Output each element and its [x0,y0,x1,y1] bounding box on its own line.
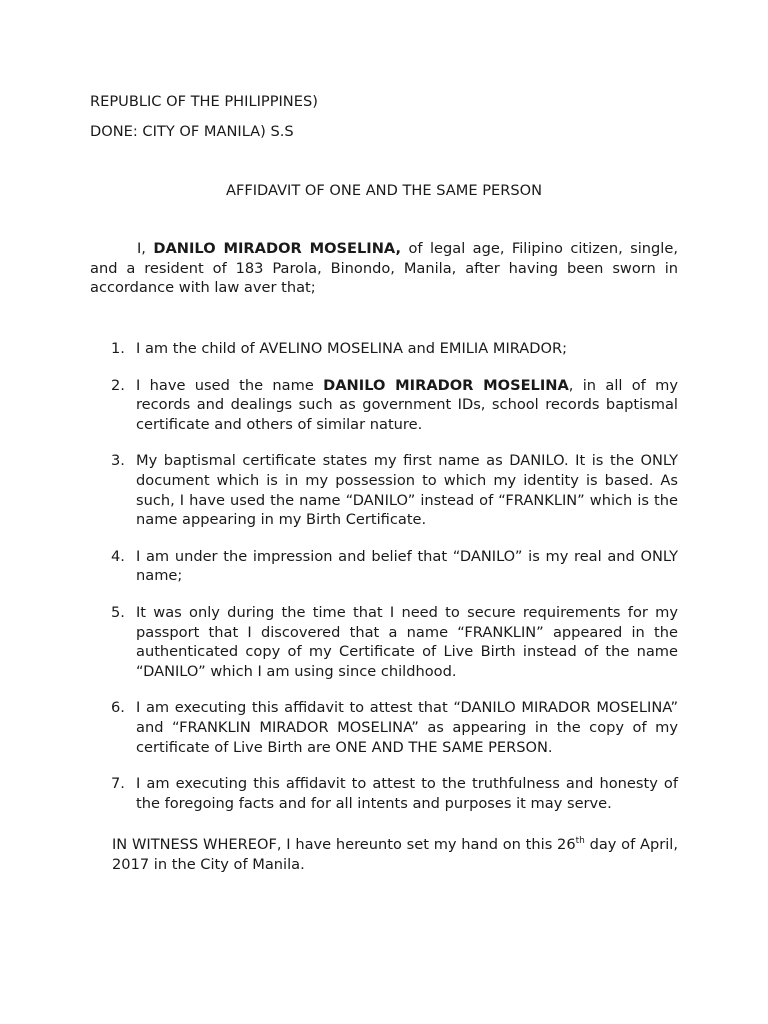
averments-list [90,339,678,830]
witness-pre: IN WITNESS WHEREOF, I have hereunto set my hand on this 26 [112,836,576,853]
affiant-name: DANILO MIRADOR MOSELINA, [153,240,402,257]
item-number: 7. [111,775,125,793]
item-text: My baptismal certificate states my first name as DANILO. It is the ONLY document which is in my possession to which my identity is based. As such, I have used the name “DANILO” instead of “FRANKLIN” which is the name appearing in my Birth Certificate. [136,452,678,529]
item-number: 3. [111,452,125,470]
venue-republic: REPUBLIC OF THE PHILIPPINES) [90,93,318,110]
item-text: It was only during the time that I need to secure requirements for my passport that I discovered that a name “FRANKLIN” appeared in the authenticated copy of my Certificate of Live Birth instead of the name “DANILO” which I am using since childhood. [136,603,678,680]
intro-pre: I, [137,240,154,257]
list-item [90,698,678,757]
item-number: 5. [111,603,125,621]
item-text-pre: I have used the name [136,376,324,394]
item-number: 4. [111,547,125,565]
ordinal-suffix: th [575,836,585,847]
list-item [90,774,678,813]
venue-city: DONE: CITY OF MANILA) S.S [90,123,294,140]
item-text: I am executing this affidavit to attest to the truthfulness and honesty of the foregoing facts and for all intents and purposes it may serve. [136,775,678,812]
intro-paragraph [90,239,678,298]
intro-post: of legal age, Filipino citizen, single, and a resident of 183 Parola, Binondo, Manila, after having been sworn in accordance with law aver that; [90,240,678,297]
item-number: 2. [111,376,125,394]
item-number: 6. [111,699,125,717]
document-title: AFFIDAVIT OF ONE AND THE SAME PERSON [225,182,543,199]
item-text: I am under the impression and belief that “DANILO” is my real and ONLY name; [136,547,678,585]
item-text-bold: DANILO MIRADOR MOSELINA [323,376,569,394]
item-text: I am the child of AVELINO MOSELINA and EMILIA MIRADOR; [136,340,568,357]
list-item [90,547,678,586]
list-item [90,603,678,681]
item-number: 1. [111,340,125,357]
witness-post: day of April, 2017 in the City of Manila. [112,836,678,873]
list-item [90,451,678,529]
witness-clause [112,835,678,874]
list-item [90,376,678,435]
item-text: I am executing this affidavit to attest that “DANILO MIRADOR MOSELINA” and “FRANKLIN MIRADOR MOSELINA” as appearing in the copy of my certificate of Live Birth are ONE AND THE SAME PERSON. [136,699,678,756]
item-text-post: , in all of my records and dealings such as government IDs, school records baptismal certificate and others of similar nature. [136,376,678,433]
list-item [90,339,678,359]
